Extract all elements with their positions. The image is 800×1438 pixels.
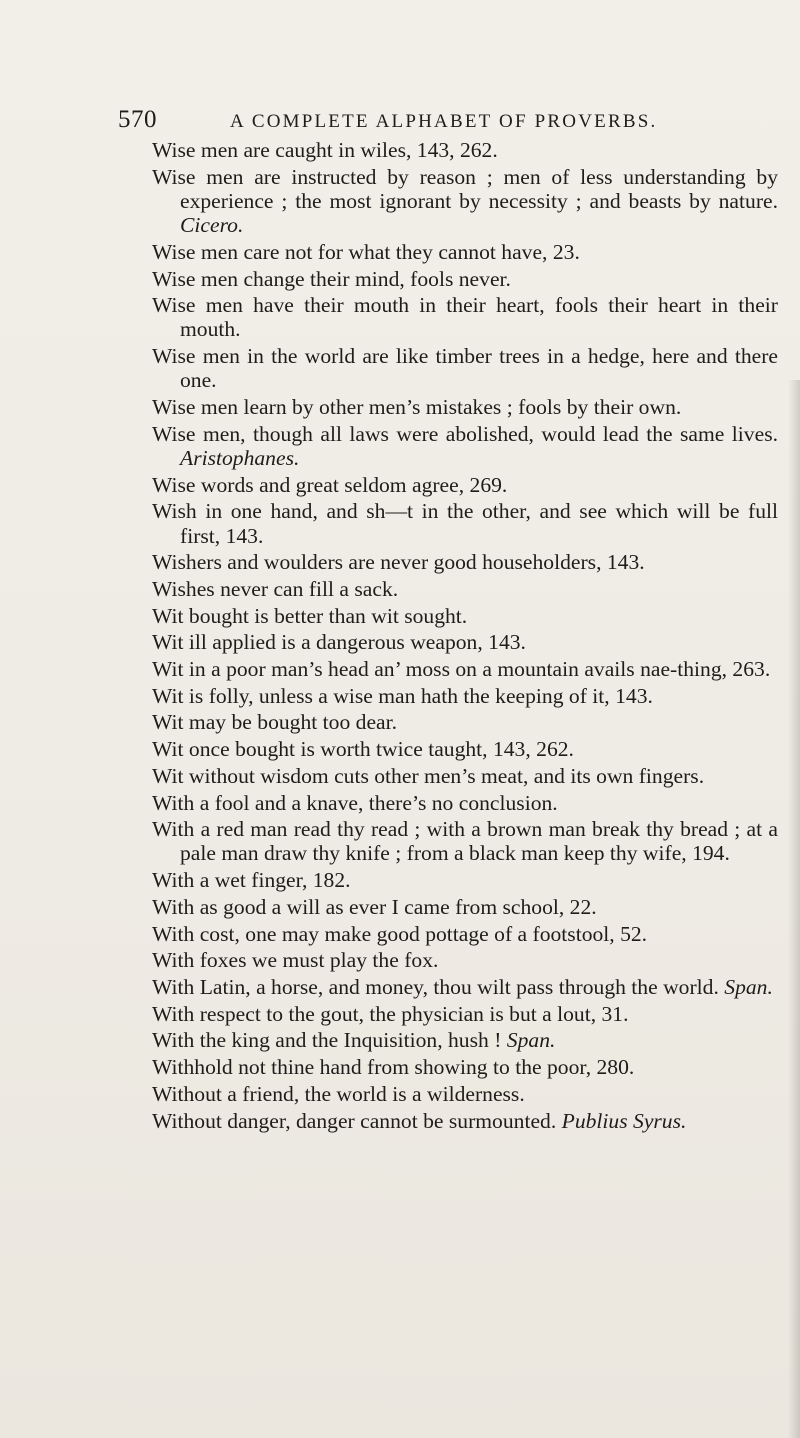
proverb-source: Cicero.: [180, 213, 244, 238]
proverb-entry: [152, 684, 778, 708]
proverb-entry: [152, 922, 778, 946]
proverb-text: Wit once bought is worth twice taught, 143, 262.: [152, 737, 574, 762]
proverb-entry: [152, 895, 778, 919]
proverb-entry: [152, 1002, 778, 1026]
proverb-text: With the king and the Inquisition, hush !: [152, 1028, 502, 1053]
proverb-entry: [152, 975, 778, 999]
proverb-text: Wise men are caught in wiles, 143, 262.: [152, 138, 498, 162]
running-title: A COMPLETE ALPHABET OF PROVERBS.: [230, 111, 658, 132]
proverb-source: Span.: [506, 1028, 556, 1053]
proverb-entry: [152, 710, 778, 734]
proverb-text: Withhold not thine hand from showing to the poor, 280.: [152, 1055, 635, 1080]
proverb-text: With a fool and a knave, there’s no conclusion.: [152, 790, 558, 815]
proverb-source: Publius Syrus.: [561, 1108, 687, 1133]
proverb-entry: [152, 630, 778, 654]
proverb-text: Wit without wisdom cuts other men’s meat, and its own fingers.: [152, 763, 705, 788]
proverb-source: Aristophanes.: [180, 445, 300, 470]
proverb-entry: [152, 1109, 778, 1133]
proverb-entry: [152, 1082, 778, 1106]
page-header: [118, 104, 778, 136]
proverb-entry: [152, 422, 778, 470]
proverb-entry: [152, 240, 778, 264]
proverb-entry: [152, 1055, 778, 1079]
proverb-entry: [152, 657, 778, 681]
proverb-entry: [152, 868, 778, 892]
proverb-entry: [152, 577, 778, 601]
proverb-entry: [152, 344, 778, 392]
proverb-text: With Latin, a horse, and money, thou wilt pass through the world.: [152, 975, 719, 999]
proverb-entry: [152, 138, 778, 162]
proverb-text: Without danger, danger cannot be surmounted.: [152, 1108, 557, 1133]
proverb-entry: [152, 395, 778, 419]
proverb-text: Wise men learn by other men’s mistakes ; fools by their own.: [152, 395, 682, 420]
proverb-text: Wit ill applied is a dangerous weapon, 143.: [152, 630, 526, 655]
proverb-entry: [152, 737, 778, 761]
proverb-text: With foxes we must play the fox.: [152, 948, 439, 973]
proverb-entry: [152, 267, 778, 291]
proverb-entry: [152, 817, 778, 865]
proverb-text: Wit in a poor man’s head an’ moss on a mountain avails nae-thing, 263.: [152, 657, 771, 682]
proverb-entry: [152, 1028, 778, 1052]
proverb-entry: [152, 165, 778, 238]
proverb-text: Wit bought is better than wit sought.: [152, 603, 468, 628]
proverb-text: With a red man read thy read ; with a brown man break thy bread ; at a pale man draw thy knife ; from a black man keep thy wife, 194.: [152, 817, 778, 866]
proverb-text: With cost, one may make good pottage of a footstool, 52.: [152, 921, 648, 946]
proverb-text: Wise men care not for what they cannot have, 23.: [152, 239, 580, 264]
proverb-text: With a wet finger, 182.: [152, 868, 351, 893]
proverb-text: Wise men have their mouth in their heart, fools their heart in their mouth.: [152, 293, 778, 342]
proverb-list: [152, 138, 778, 1135]
proverb-text: Wit is folly, unless a wise man hath the keeping of it, 143.: [152, 683, 653, 708]
proverb-text: Wishers and woulders are never good householders, 143.: [152, 550, 645, 575]
proverb-text: Wise men change their mind, fools never.: [152, 266, 511, 291]
proverb-text: Wishes never can fill a sack.: [152, 576, 399, 601]
proverb-entry: [152, 791, 778, 815]
proverb-entry: [152, 604, 778, 628]
proverb-text: Wise men, though all laws were abolished, would lead the same lives.: [152, 421, 778, 446]
proverb-entry: [152, 293, 778, 341]
page-number: 570: [118, 106, 157, 133]
page-edge-shadow: [788, 380, 800, 1438]
proverb-entry: [152, 948, 778, 972]
proverb-text: With respect to the gout, the physician is but a lout, 31.: [152, 1001, 629, 1026]
proverb-text: Without a friend, the world is a wilderness.: [152, 1081, 525, 1106]
proverb-entry: [152, 550, 778, 574]
proverb-text: Wise men are instructed by reason ; men of less understanding by experience ; the most ignorant by necessity ; and beasts by nature.: [152, 164, 778, 213]
proverb-text: Wish in one hand, and sh—t in the other, and see which will be full first, 143.: [152, 499, 778, 548]
proverb-source: Span.: [724, 975, 773, 999]
proverb-text: Wise men in the world are like timber trees in a hedge, here and there one.: [152, 344, 778, 393]
proverb-text: With as good a will as ever I came from school, 22.: [152, 894, 597, 919]
proverb-entry: [152, 499, 778, 547]
proverb-entry: [152, 764, 778, 788]
proverb-text: Wit may be bought too dear.: [152, 710, 398, 735]
proverb-text: Wise words and great seldom agree, 269.: [152, 472, 508, 497]
proverb-entry: [152, 473, 778, 497]
